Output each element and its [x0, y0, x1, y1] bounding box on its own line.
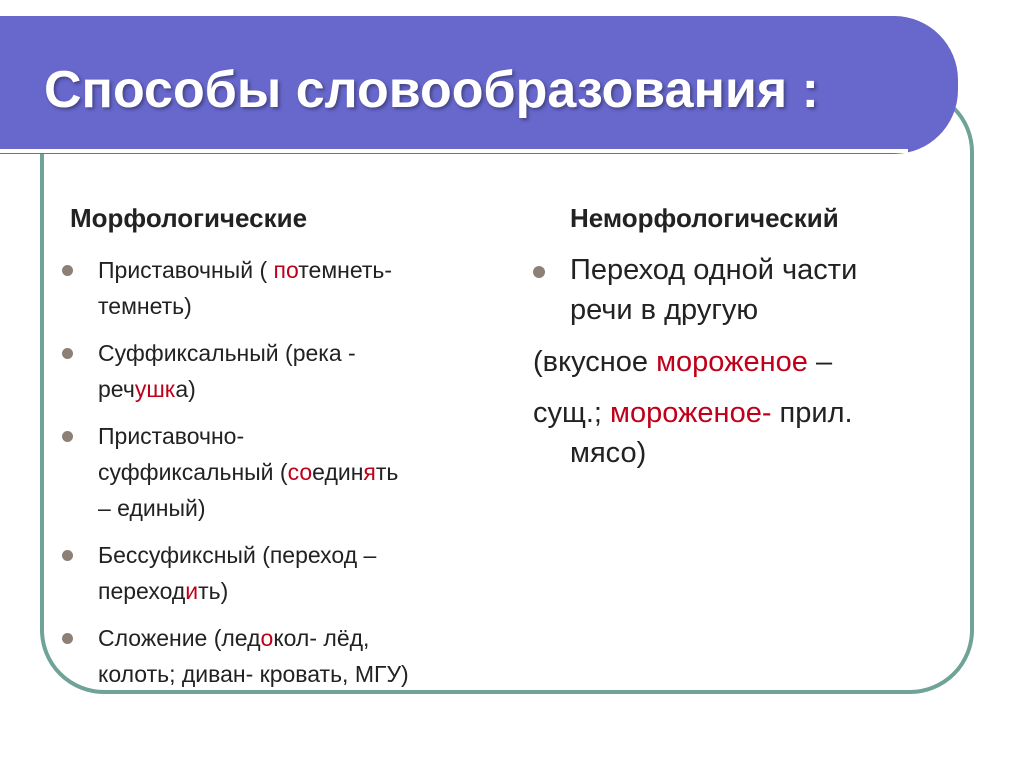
example-line-3: мясо): [570, 437, 647, 469]
bullet-icon: [533, 266, 545, 278]
item-text: а): [175, 376, 196, 402]
non-morphological-list: [533, 250, 993, 340]
highlight: о: [260, 625, 274, 651]
example-line-2: [533, 393, 853, 433]
item-text: Суффиксальный (река -: [98, 340, 356, 366]
list-item-prefix-suffix: [62, 418, 492, 526]
example-text: сущ.;: [533, 397, 611, 429]
morphological-list: [62, 252, 492, 703]
item-text: Приставочно-: [98, 423, 245, 449]
item-text: един: [312, 459, 364, 485]
list-item-prefix: [62, 252, 492, 324]
highlight: со: [287, 459, 313, 485]
item-text: – единый): [98, 495, 206, 521]
item-text: кол- лёд,: [273, 625, 370, 651]
item-text: Переход одной части: [570, 254, 858, 286]
morphological-heading: Морфологические: [70, 203, 308, 233]
list-item-suffix: [62, 335, 492, 407]
bullet-icon: [62, 633, 73, 644]
title-underline: [0, 149, 908, 153]
highlight: по: [273, 257, 299, 283]
item-text: Бессуфиксный (переход –: [98, 542, 377, 568]
item-text: речи в другую: [570, 294, 759, 326]
item-text: ть): [198, 578, 229, 604]
highlight: ушк: [134, 376, 176, 402]
list-item-conversion: [533, 250, 993, 330]
example-text: прил.: [771, 397, 853, 429]
bullet-icon: [62, 431, 73, 442]
item-text: темнеть): [98, 293, 192, 319]
example-text: (вкусное: [533, 346, 657, 378]
item-text: переход: [98, 578, 186, 604]
bullet-icon: [62, 265, 73, 276]
item-text: Приставочный (: [98, 257, 274, 283]
example-line-1: [533, 342, 832, 382]
slide-title: Способы словообразования :: [44, 61, 819, 119]
example-text: –: [807, 346, 833, 378]
bullet-icon: [62, 348, 73, 359]
non-morphological-heading: Неморфологический: [570, 203, 839, 233]
item-text: суффиксальный (: [98, 459, 288, 485]
highlight: мороженое-: [610, 397, 772, 429]
list-item-compounding: [62, 620, 492, 692]
item-text: ть: [375, 459, 399, 485]
highlight: и: [185, 578, 199, 604]
bullet-icon: [62, 550, 73, 561]
list-item-nonsuffix: [62, 537, 492, 609]
item-text: реч: [98, 376, 135, 402]
item-text: темнеть-: [298, 257, 393, 283]
highlight: я: [363, 459, 376, 485]
item-text: колоть; диван- кровать, МГУ): [98, 661, 409, 687]
highlight: мороженое: [656, 346, 808, 378]
item-text: Сложение (лед: [98, 625, 261, 651]
